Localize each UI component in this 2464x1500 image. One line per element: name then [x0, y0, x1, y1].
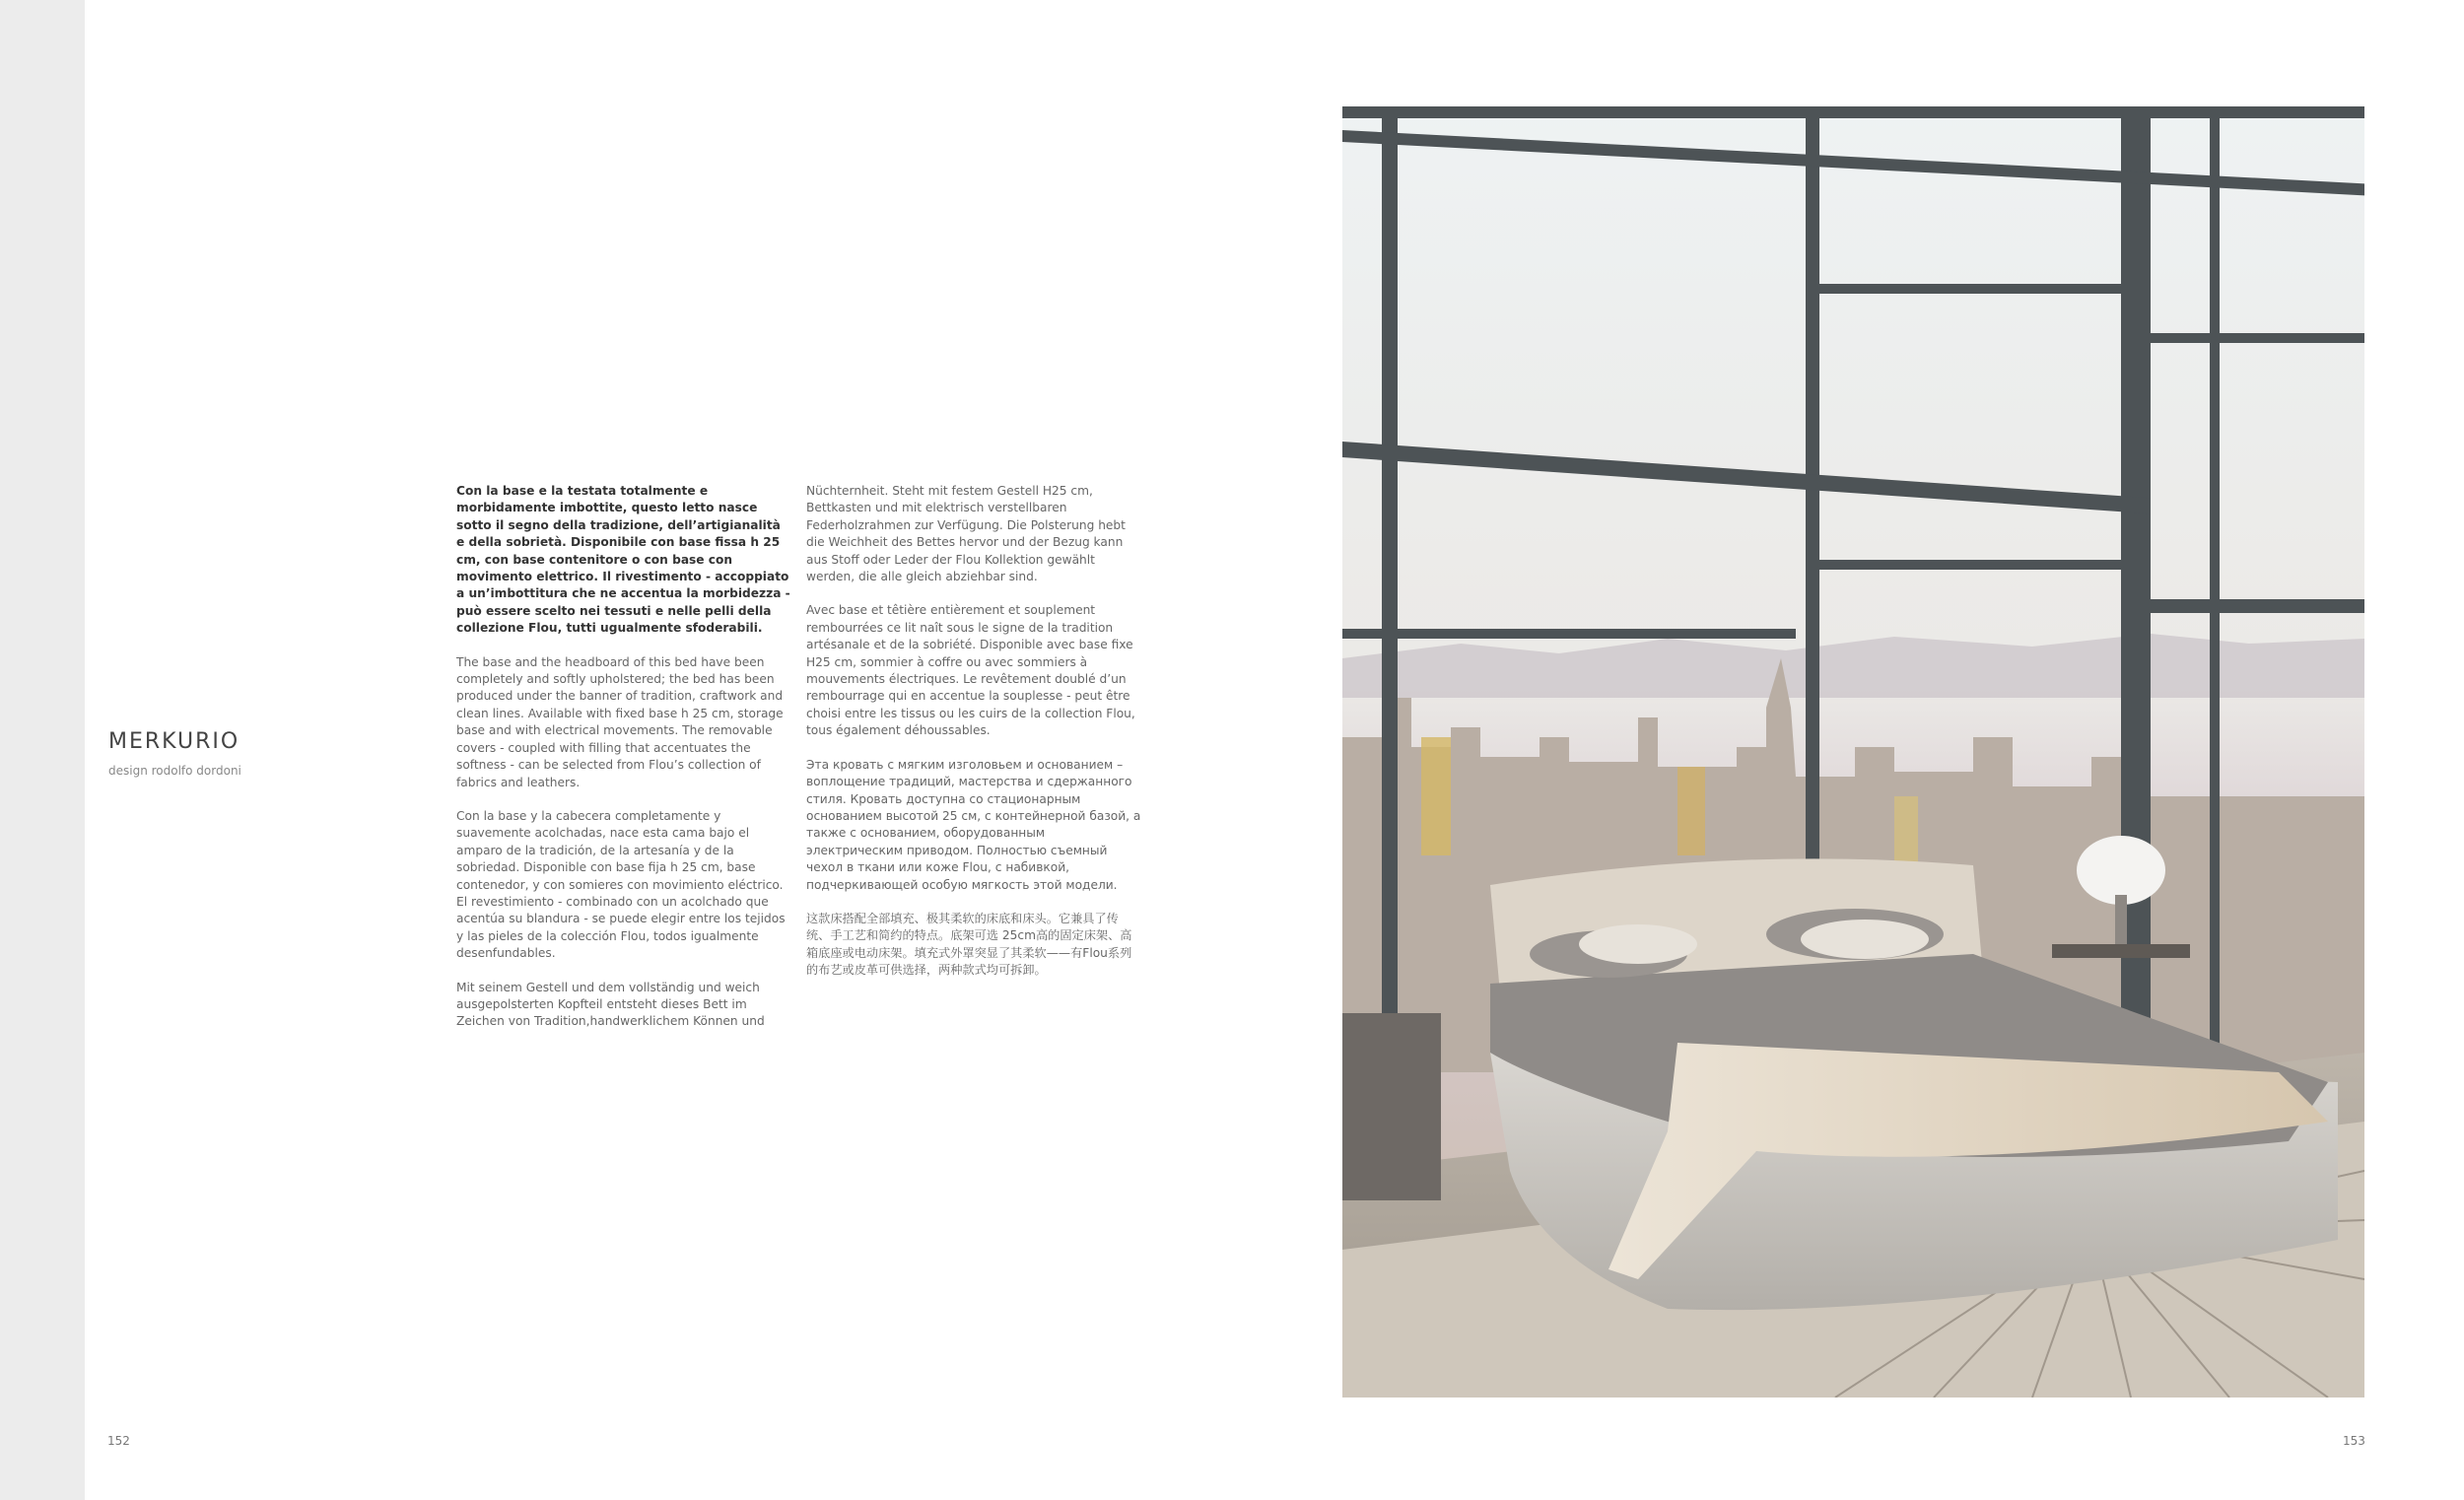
product-title: MERKURIO [108, 729, 240, 754]
paragraph-russian: Эта кровать с мягким изголовьем и основанием – воплощение традиций, мастерства и сдержанного стиля. Кровать доступна со стационарным основанием высотой 25 см, с контейнерной базой, а также с основанием, оборудованным электрическим приводом. Полностью съемный чехол в ткани или коже Flou, с набивкой, подчеркивающей особую мягкость этой модели. [806, 757, 1141, 892]
page-number-left: 152 [107, 1434, 130, 1448]
paragraph-chinese: 这款床搭配全部填充、极其柔软的床底和床头。它兼具了传统、手工艺和简约的特点。底架可选 25cm高的固定床架、高箱底座或电动床架。填充式外罩突显了其柔软——有Flou系列的布艺或皮革可供选择，两种款式均可拆卸。 [806, 911, 1132, 978]
paragraph-german-end: Nüchternheit. Steht mit festem Gestell H25 cm, Bettkasten und mit elektrisch verstellbaren Federholzrahmen zur Verfügung. Die Polsterung hebt die Weichheit des Bettes hervor und der Bezug kann aus Stoff oder Leder der Flou Kollektion gewählt werden, die alle gleich abziehbar sind. [806, 484, 1126, 584]
paragraph-italian: Con la base e la testata totalmente e morbidamente imbottite, questo letto nasce sotto il segno della tradizione, dell’artigianalità e della sobrietà. Disponibile con base fissa h 25 cm, con base contenitore o con base con movimento elettrico. Il rivestimento - accoppiato a un’imbottitura che ne accentua la morbidezza - può essere scelto nei tessuti e nelle pelli della collezione Flou, tutti ugualmente sfoderabili. [456, 484, 790, 636]
bedroom-illustration [1342, 106, 2364, 1398]
designer-credit: design rodolfo dordoni [108, 764, 241, 778]
text-column-left [456, 483, 791, 1048]
paragraph-german-start: Mit seinem Gestell und dem vollständig und weich ausgepolsterten Kopfteil entsteht dieses Bett im Zeichen von Tradition,handwerklichem Können und [456, 980, 765, 1029]
paragraph-english: The base and the headboard of this bed have been completely and softly upholstered; the bed has been produced under the banner of tradition, craftwork and clean lines. Available with fixed base h 25 cm, storage base and with electrical movements. The removable covers - coupled with filling that accentuates the softness - can be selected from Flou’s collection of fabrics and leathers. [456, 654, 784, 789]
text-column-right [806, 483, 1141, 996]
paragraph-french: Avec base et têtière entièrement et souplement rembourrées ce lit naît sous le signe de la tradition artésanale et de la sobriété. Disponible avec base fixe H25 cm, sommier à coffre ou avec sommiers à mouvements électriques. Le revêtement doublé d’un rembourrage qui en accentue la souplesse - peut être choisi entre les tissus ou les cuirs de la collection Flou, tous également déhoussables. [806, 603, 1135, 738]
paragraph-spanish: Con la base y la cabecera completamente y suavemente acolchadas, nace esta cama bajo el amparo de la tradición, de la artesanía y de la sobriedad. Disponible con base fija h 25 cm, base contenedor, y con somieres con movimiento eléctrico. El revestimiento - combinado con un acolchado que acentúa su blandura - se puede elegir entre los tejidos y las pieles de la colección Flou, todos igualmente desenfundables. [456, 808, 786, 961]
page-number-right: 153 [2343, 1434, 2365, 1448]
page-gutter [0, 0, 85, 1500]
bedroom-photo [1342, 106, 2364, 1398]
